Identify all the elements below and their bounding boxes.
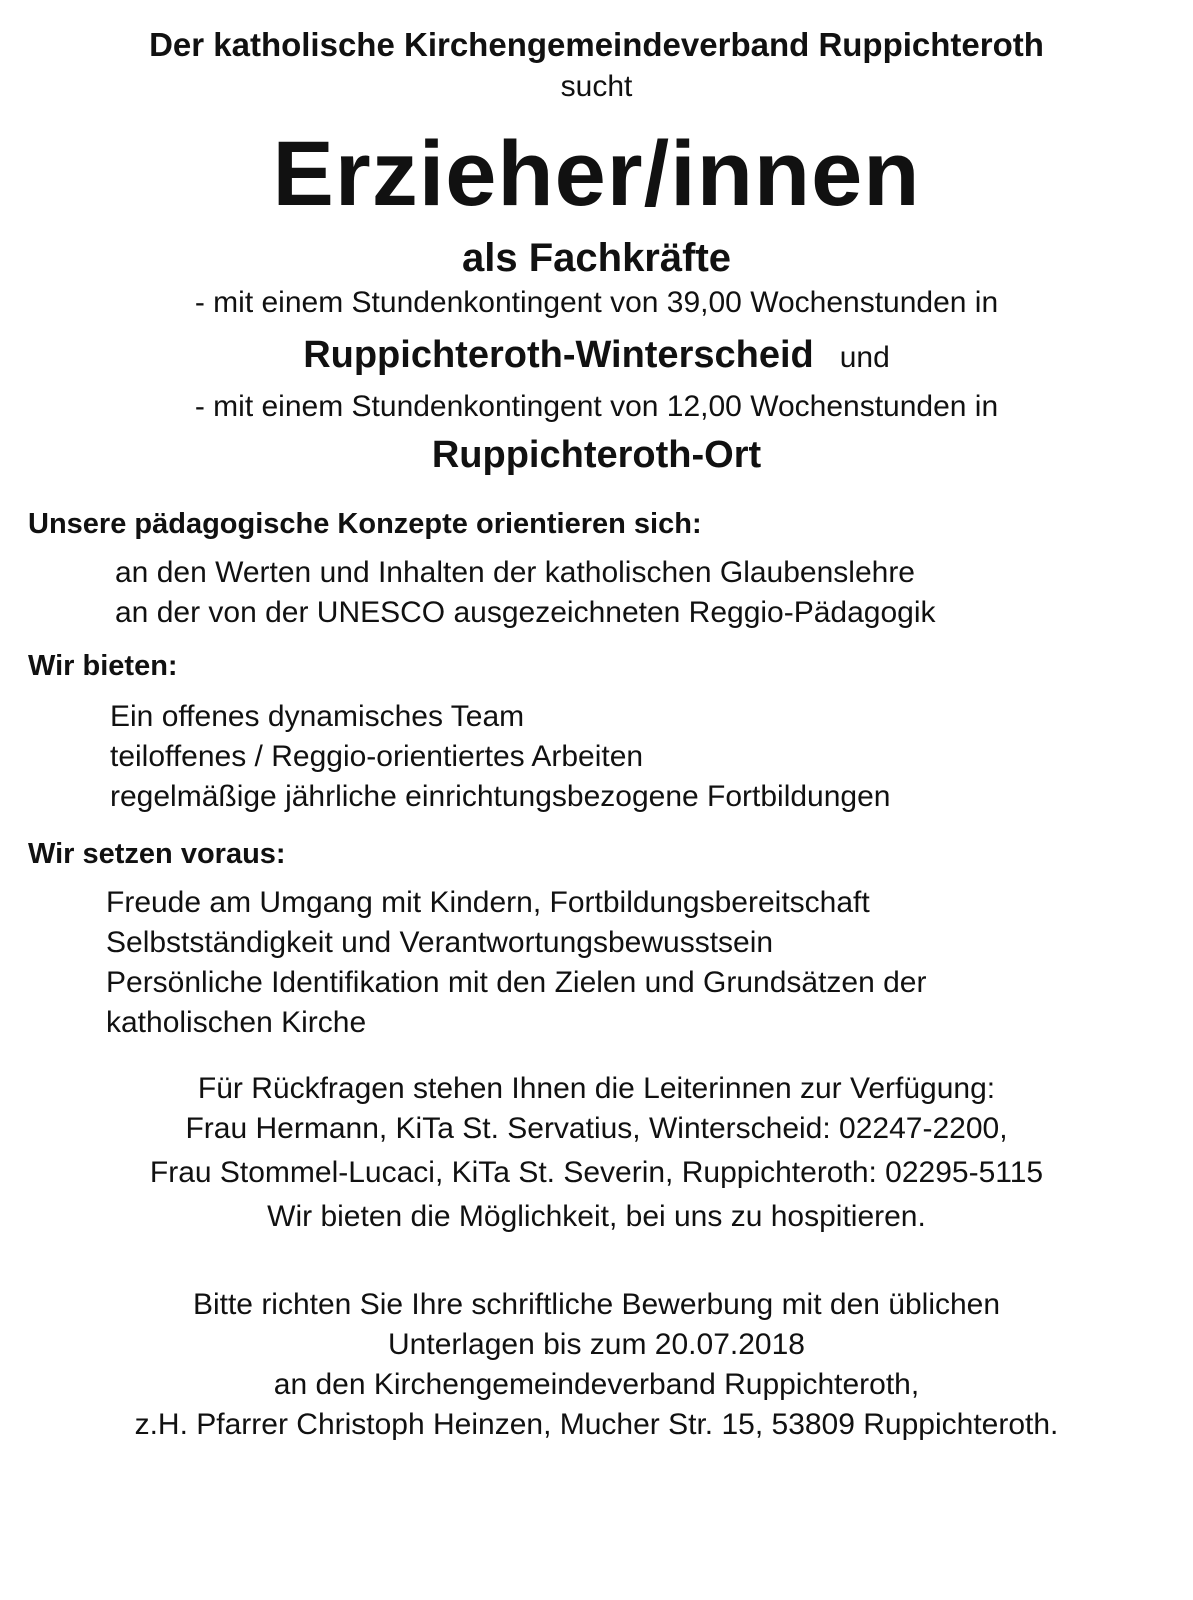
application-deadline: Unterlagen bis zum 20.07.2018 — [388, 1328, 805, 1361]
shadowing-note: Wir bieten die Möglichkeit, bei uns zu hospitieren. — [267, 1200, 926, 1233]
contact-intro: Für Rückfragen stehen Ihnen die Leiterinnen zur Verfügung: — [197, 1072, 996, 1105]
position-1-location: Ruppichteroth-Winterscheid — [303, 334, 814, 376]
application-line: Bitte richten Sie Ihre schriftliche Bewerbung mit den üblichen — [192, 1288, 1001, 1321]
job-title: Erzieher/innen — [272, 123, 921, 225]
concepts-item: an der von der UNESCO ausgezeichneten Reggio-Pädagogik — [115, 596, 936, 629]
concepts-item: an den Werten und Inhalten der katholischen Glaubenslehre — [115, 556, 915, 589]
requirements-heading: Wir setzen voraus: — [28, 838, 286, 870]
contact-line: Frau Stommel-Lucaci, KiTa St. Severin, Ruppichteroth: 02295-5115 — [149, 1156, 1044, 1189]
organization-heading: Der katholische Kirchengemeindeverband Ruppichteroth — [149, 26, 1044, 63]
contact-line: Frau Hermann, KiTa St. Servatius, Winterscheid: 02247-2200, — [185, 1112, 1008, 1145]
offer-item: Ein offenes dynamisches Team — [110, 700, 525, 733]
requirements-item: Freude am Umgang mit Kindern, Fortbildungsbereitschaft — [106, 886, 870, 919]
concepts-heading: Unsere pädagogische Konzepte orientieren sich: — [28, 508, 702, 540]
position-1-location-row — [0, 336, 1193, 374]
application-line: an den Kirchengemeindeverband Ruppichteroth, — [273, 1368, 920, 1401]
position-connector: und — [839, 341, 890, 374]
seeking-verb: sucht — [560, 70, 633, 103]
offer-item: teiloffenes / Reggio-orientiertes Arbeiten — [110, 740, 644, 773]
requirements-item: katholischen Kirche — [106, 1006, 367, 1039]
position-2-hours: - mit einem Stundenkontingent von 12,00 Wochenstunden in — [194, 390, 999, 423]
requirements-item: Selbstständigkeit und Verantwortungsbewusstsein — [106, 926, 774, 959]
requirements-item: Persönliche Identifikation mit den Zielen und Grundsätzen der — [106, 966, 927, 999]
role-subtitle: als Fachkräfte — [461, 236, 732, 280]
position-2-location: Ruppichteroth-Ort — [431, 434, 762, 476]
offer-heading: Wir bieten: — [28, 650, 178, 682]
application-address: z.H. Pfarrer Christoph Heinzen, Mucher Str. 15, 53809 Ruppichteroth. — [134, 1408, 1059, 1441]
position-1-hours: - mit einem Stundenkontingent von 39,00 Wochenstunden in — [194, 286, 999, 319]
offer-item: regelmäßige jährliche einrichtungsbezogene Fortbildungen — [110, 780, 891, 813]
